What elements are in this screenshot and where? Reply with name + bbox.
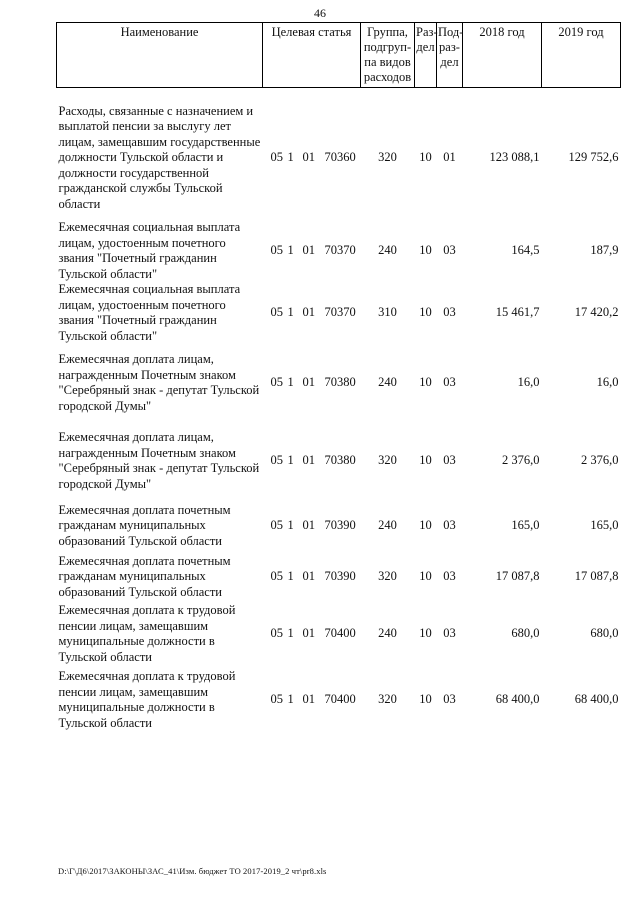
row-name: Ежемесячная доплата лицам, награжденным Почетным знаком "Серебряный знак - депутат Тульской городской Думы" [58, 430, 260, 491]
table-body [57, 88, 621, 735]
table-row [57, 344, 621, 422]
table-row [57, 422, 621, 500]
table-row [57, 282, 621, 344]
row-subsection: 03 [443, 243, 456, 258]
row-value-2018: 164,5 [511, 243, 540, 258]
target-subprogram: 1 [287, 243, 294, 258]
row-target-code [263, 422, 361, 500]
row-target-code [263, 552, 361, 602]
target-direction: 70400 [324, 692, 356, 707]
table-row [57, 220, 621, 282]
row-name: Ежемесячная социальная выплата лицам, удостоенным почетного звания "Почетный гражданин Тульской области" [58, 220, 241, 281]
row-value-2018: 2 376,0 [502, 453, 540, 468]
target-activity: 01 [302, 375, 315, 390]
row-subsection: 03 [443, 692, 456, 707]
target-direction: 70360 [324, 150, 356, 165]
target-activity: 01 [302, 518, 315, 533]
row-group: 320 [378, 692, 397, 707]
target-activity: 01 [302, 243, 315, 258]
target-subprogram: 1 [287, 375, 294, 390]
row-target-code [263, 344, 361, 422]
target-activity: 01 [302, 692, 315, 707]
row-name: Ежемесячная доплата к трудовой пенсии лицам, замещавшим муниципальные должности в Тульской области [58, 603, 236, 664]
budget-table [56, 22, 621, 734]
target-activity: 01 [302, 569, 315, 584]
row-value-2019: 17 087,8 [574, 569, 619, 584]
page-number: 46 [314, 6, 326, 20]
target-subprogram: 1 [287, 692, 294, 707]
row-value-2018: 16,0 [517, 375, 540, 390]
target-direction: 70370 [324, 243, 356, 258]
target-direction: 70400 [324, 626, 356, 641]
target-direction: 70380 [324, 453, 356, 468]
row-section: 10 [419, 569, 432, 584]
row-value-2018: 165,0 [511, 518, 540, 533]
row-section: 10 [419, 453, 432, 468]
target-subprogram: 1 [287, 453, 294, 468]
target-program: 05 [270, 150, 283, 165]
header-2018: 2018 год [463, 23, 542, 88]
row-section: 10 [419, 150, 432, 165]
row-value-2019: 16,0 [596, 375, 619, 390]
table-header-row [57, 23, 621, 88]
row-group: 320 [378, 453, 397, 468]
target-program: 05 [270, 375, 283, 390]
table-row [57, 96, 621, 220]
target-activity: 01 [302, 453, 315, 468]
row-value-2019: 680,0 [590, 626, 619, 641]
row-group: 320 [378, 150, 397, 165]
target-direction: 70390 [324, 518, 356, 533]
target-subprogram: 1 [287, 150, 294, 165]
header-name: Наименование [57, 23, 263, 88]
row-name: Ежемесячная доплата почетным гражданам муниципальных образований Тульской области [58, 553, 231, 599]
row-value-2019: 187,9 [590, 243, 619, 258]
row-group: 240 [378, 375, 397, 390]
row-target-code [263, 602, 361, 666]
target-subprogram: 1 [287, 626, 294, 641]
target-program: 05 [270, 243, 283, 258]
target-subprogram: 1 [287, 569, 294, 584]
target-program: 05 [270, 626, 283, 641]
row-group: 240 [378, 626, 397, 641]
row-target-code [263, 96, 361, 220]
row-value-2018: 15 461,7 [495, 305, 540, 320]
row-group: 320 [378, 569, 397, 584]
table-row [57, 500, 621, 552]
target-program: 05 [270, 692, 283, 707]
target-direction: 70390 [324, 569, 356, 584]
row-value-2019: 17 420,2 [574, 305, 619, 320]
row-subsection: 03 [443, 375, 456, 390]
row-section: 10 [419, 626, 432, 641]
row-subsection: 01 [443, 150, 456, 165]
row-value-2018: 680,0 [511, 626, 540, 641]
target-program: 05 [270, 453, 283, 468]
target-activity: 01 [302, 305, 315, 320]
header-subsection: Под-раз-дел [437, 23, 463, 88]
row-subsection: 03 [443, 305, 456, 320]
file-path-footer: D:\Г\Д6\2017\ЗАКОНЫ\ЗАС_41\Изм. бюджет ТО 2017-2019_2 чт\pr8.xls [58, 866, 327, 876]
target-program: 05 [270, 305, 283, 320]
row-name: Ежемесячная доплата почетным гражданам муниципальных образований Тульской области [58, 502, 231, 548]
target-program: 05 [270, 518, 283, 533]
row-name: Ежемесячная доплата лицам, награжденным Почетным знаком "Серебряный знак - депутат Тульской городской Думы" [58, 352, 260, 413]
header-section: Раз-дел [415, 23, 437, 88]
row-group: 240 [378, 243, 397, 258]
row-name: Расходы, связанные с назначением и выплатой пенсии за выслугу лет лицам, замещавшим государственные должности Тульской области и должности государственной гражданской службы Тульской области [58, 103, 261, 211]
target-subprogram: 1 [287, 518, 294, 533]
target-program: 05 [270, 569, 283, 584]
header-group: Группа, подгруп-па видов расходов [361, 23, 415, 88]
row-section: 10 [419, 375, 432, 390]
row-subsection: 03 [443, 453, 456, 468]
row-value-2019: 129 752,6 [568, 150, 619, 165]
target-subprogram: 1 [287, 305, 294, 320]
row-section: 10 [419, 243, 432, 258]
row-subsection: 03 [443, 626, 456, 641]
row-value-2018: 68 400,0 [495, 692, 540, 707]
header-target: Целевая статья [263, 23, 361, 88]
target-activity: 01 [302, 626, 315, 641]
row-section: 10 [419, 305, 432, 320]
table-row [57, 602, 621, 666]
row-subsection: 03 [443, 569, 456, 584]
row-target-code [263, 220, 361, 282]
row-target-code [263, 500, 361, 552]
row-value-2019: 68 400,0 [574, 692, 619, 707]
row-value-2018: 123 088,1 [489, 150, 540, 165]
row-target-code [263, 282, 361, 344]
target-direction: 70380 [324, 375, 356, 390]
row-value-2019: 165,0 [590, 518, 619, 533]
target-activity: 01 [302, 150, 315, 165]
row-section: 10 [419, 692, 432, 707]
table-row [57, 552, 621, 602]
row-value-2018: 17 087,8 [495, 569, 540, 584]
row-name: Ежемесячная социальная выплата лицам, удостоенным почетного звания "Почетный гражданин Тульской области" [58, 282, 241, 343]
row-name: Ежемесячная доплата к трудовой пенсии лицам, замещавшим муниципальные должности в Тульской области [58, 669, 236, 730]
row-value-2019: 2 376,0 [581, 453, 619, 468]
table-row [57, 666, 621, 734]
row-target-code [263, 666, 361, 734]
row-section: 10 [419, 518, 432, 533]
header-2019: 2019 год [542, 23, 621, 88]
row-group: 240 [378, 518, 397, 533]
row-group: 310 [378, 305, 397, 320]
row-subsection: 03 [443, 518, 456, 533]
target-direction: 70370 [324, 305, 356, 320]
